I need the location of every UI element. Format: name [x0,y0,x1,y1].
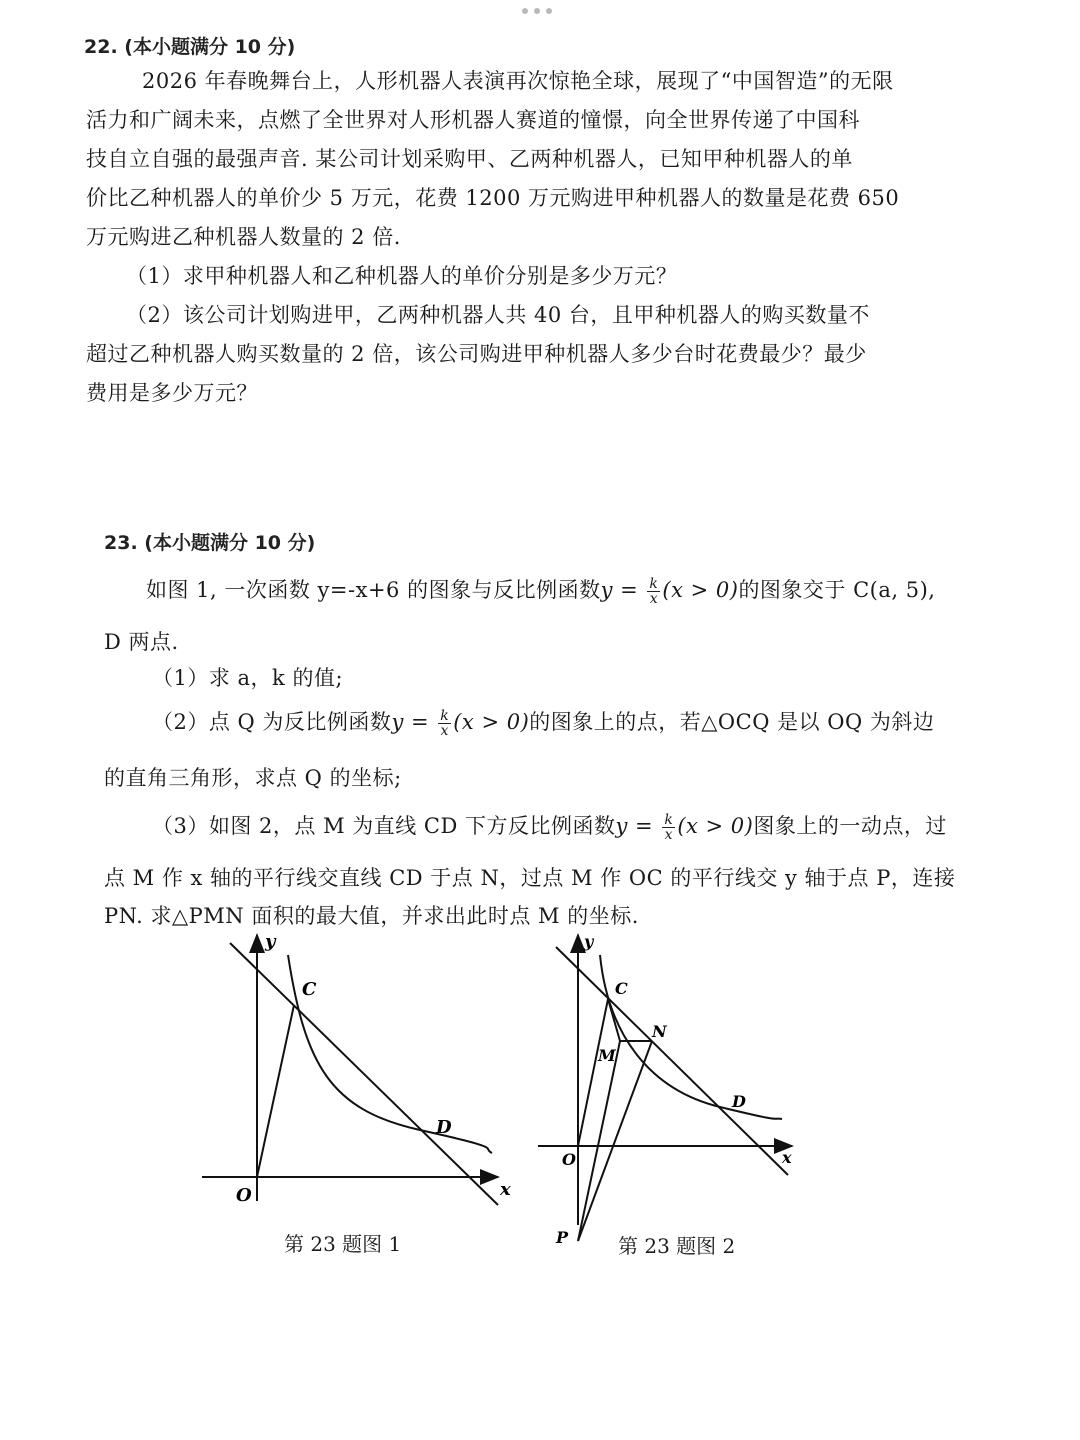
label-d: D [436,1117,452,1138]
q22-body-line-5: 万元购进乙种机器人数量的 2 倍. [86,225,401,249]
q23-part3-line-3: PN. 求△PMN 面积的最大值，并求出此时点 M 的坐标. [104,904,639,928]
q23-part2 [152,706,934,738]
q22-body-line-2: 活力和广阔未来，点燃了全世界对人形机器人赛道的憧憬，向全世界传递了中国科 [86,108,860,132]
q23-domain: (x > 0) [662,578,739,602]
segment-mp [578,1041,620,1241]
label-y: y [584,932,594,951]
label-y: y [265,931,276,952]
segment-np [578,1041,652,1241]
q23-part3-text-a: （3）如图 2，点 M 为直线 CD 下方反比例函数 [152,814,616,838]
fraction-numerator: k [440,708,450,724]
q23-part3-text-b: 图象上的一动点，过 [753,814,947,838]
q22-heading: 22. (本小题满分 10 分) [84,36,296,58]
hyperbola-curve [288,955,492,1153]
q22-part1: （1）求甲种机器人和乙种机器人的单价分别是多少万元？ [126,264,678,288]
k-over-x-fraction [647,577,660,606]
q23-part3-line-2: 点 M 作 x 轴的平行线交直线 CD 于点 N，过点 M 作 OC 的平行线交 y 轴于点 P，连接 [104,866,956,890]
q22-part2-line-2: 超过乙种机器人购买数量的 2 倍，该公司购进甲种机器人多少台时花费最少？最少 [86,342,867,366]
figure-1 [190,925,530,1215]
q23-part3-func: y = [615,814,661,838]
q23-intro [146,574,935,606]
label-n: N [652,1022,667,1041]
figure-2-caption: 第 23 题图 2 [618,1234,736,1258]
q23-part2-domain: (x > 0) [453,710,530,734]
label-p: P [556,1228,569,1247]
q22-body-line-3: 技自立自强的最强声音. 某公司计划采购甲、乙两种机器人，已知甲种机器人的单 [86,147,853,171]
q23-part2-text-a: （2）点 Q 为反比例函数 [152,710,392,734]
q23-part2-text-b: 的图象上的点，若△OCQ 是以 OQ 为斜边 [529,710,935,734]
q23-heading: 23. (本小题满分 10 分) [104,532,316,554]
figure-1-caption: 第 23 题图 1 [284,1232,402,1256]
q23-part3-domain: (x > 0) [677,814,754,838]
q23-part2-func: y = [391,710,437,734]
q23-intro-text-a: 如图 1, 一次函数 y=-x+6 的图象与反比例函数 [146,578,601,602]
figure-2 [530,925,810,1255]
label-o: O [562,1150,576,1169]
label-m: M [598,1046,616,1065]
segment-oc [257,1005,294,1177]
q23-part2-line-2: 的直角三角形，求点 Q 的坐标; [104,766,402,790]
k-over-x-fraction [438,709,451,738]
fraction-denominator: x [649,591,659,607]
q22-body [86,62,926,413]
label-c: C [302,979,317,1000]
q23-part3 [152,810,947,842]
fraction-numerator: k [649,576,659,592]
q22-part2-line-1: （2）该公司计划购进甲，乙两种机器人共 40 台，且甲种机器人的购买数量不 [126,303,870,327]
label-o: O [236,1185,252,1206]
q23-intro-line-2: D 两点. [104,630,179,654]
q22-body-line-4: 价比乙种机器人的单价少 5 万元，花费 1200 万元购进甲种机器人的数量是花费 650 [86,186,900,210]
fraction-denominator: x [440,723,449,739]
q23-func-label: y = [600,578,646,602]
q23-intro-text-b: 的图象交于 C(a, 5), [738,578,936,602]
label-x: x [782,1148,792,1167]
fraction-numerator: k [664,812,674,828]
k-over-x-fraction [662,813,675,842]
q22-body-line-1: 2026 年春晚舞台上，人形机器人表演再次惊艳全球，展现了“中国智造”的无限 [142,69,894,93]
more-dots-icon[interactable] [522,8,558,18]
fraction-denominator: x [664,827,674,843]
q22-part2-line-3: 费用是多少万元？ [86,381,258,405]
line-cd [230,943,498,1205]
label-x: x [500,1179,511,1200]
q23-part1: （1）求 a，k 的值; [152,666,344,690]
label-d: D [732,1092,746,1111]
label-c: C [615,979,628,998]
line-cd [556,947,788,1175]
